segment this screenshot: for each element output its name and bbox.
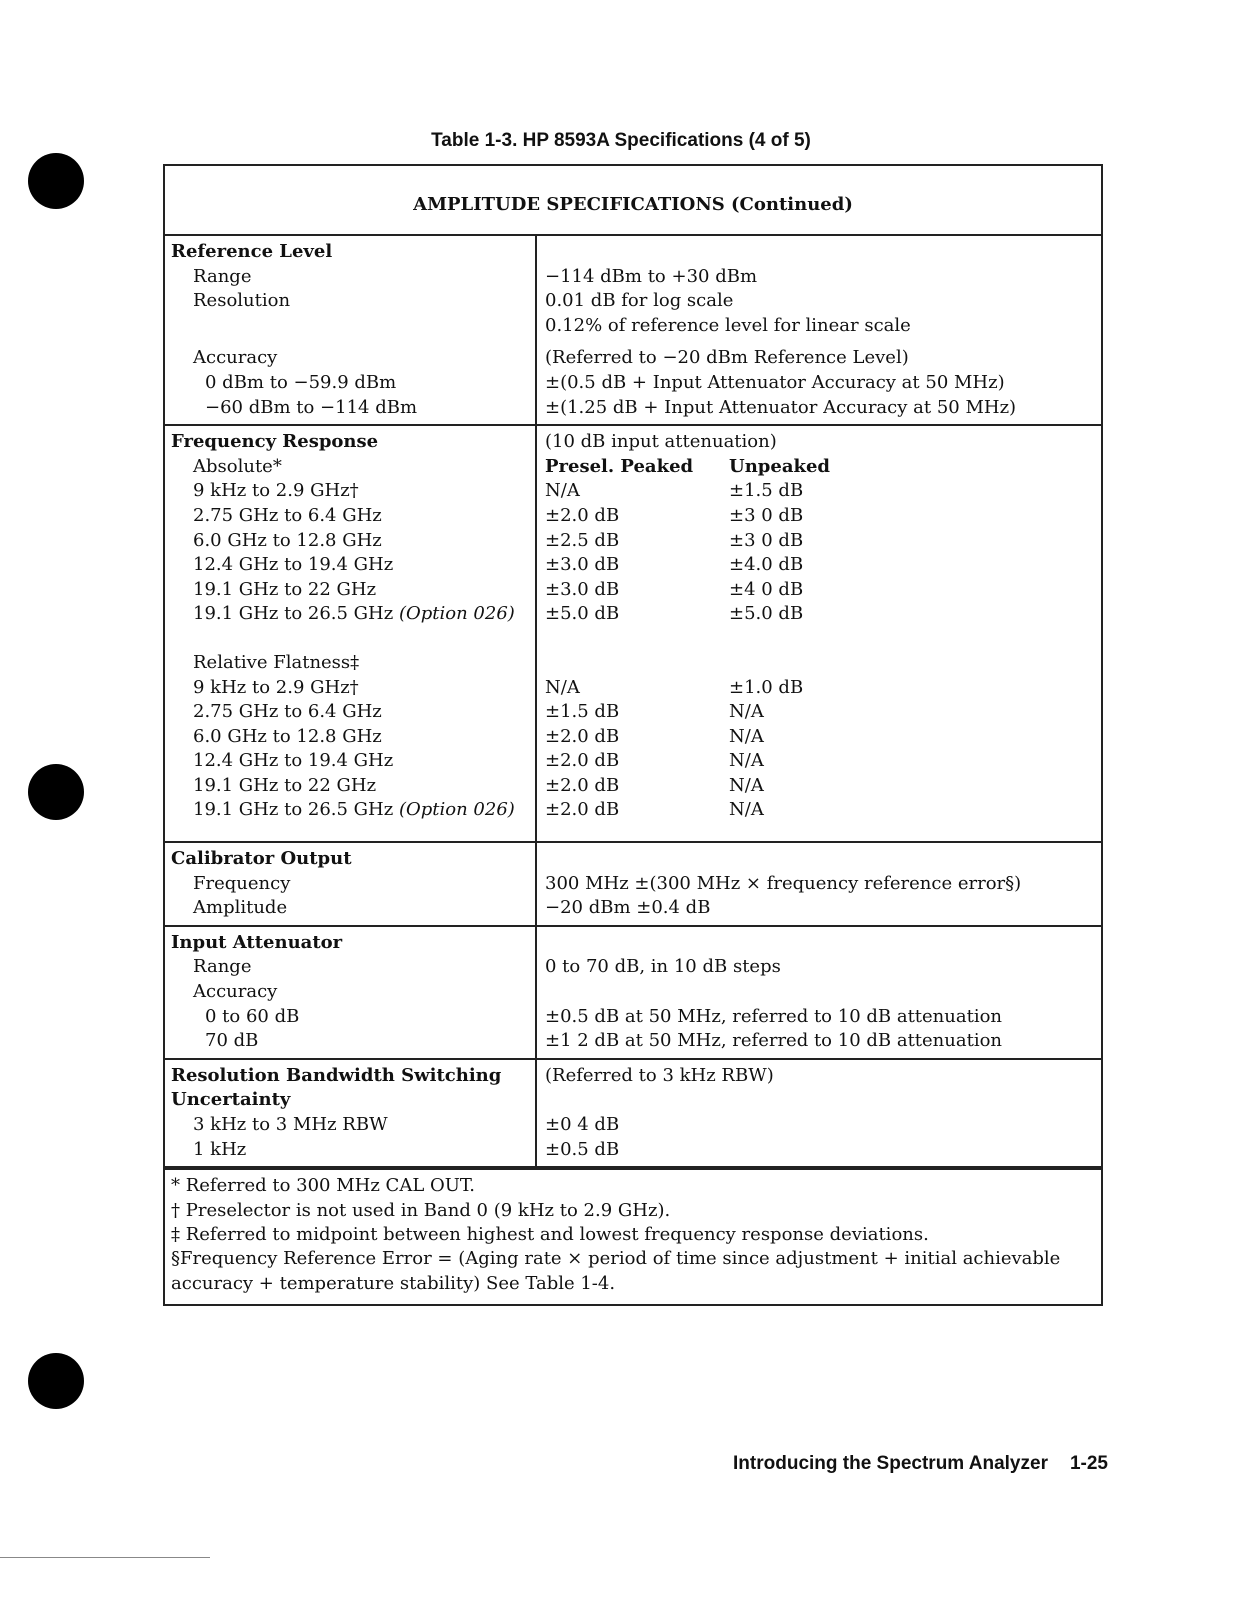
range-label: Range — [193, 956, 252, 978]
column-header-unpeaked: Unpeaked — [729, 455, 830, 477]
attenuation-row-label: 0 to 60 dB — [205, 1005, 300, 1027]
frequency-band-values — [545, 676, 1101, 701]
binder-hole-middle — [28, 764, 84, 820]
unpeaked-value: ±1.5 dB — [729, 480, 804, 502]
peaked-value: N/A — [545, 676, 580, 698]
resolution-value: 0.12% of reference level for linear scale — [545, 314, 911, 336]
accuracy-row-value: ±(0.5 dB + Input Attenuator Accuracy at 50 MHz) — [545, 371, 1005, 393]
range-value: −114 dBm to +30 dBm — [545, 265, 758, 287]
footnote: ‡ Referred to midpoint between highest and lowest frequency response deviations. — [171, 1223, 929, 1245]
peaked-value: ±1.5 dB — [545, 701, 620, 723]
frequency-band-values — [545, 504, 1101, 529]
rbw-row-label: 1 kHz — [193, 1138, 247, 1160]
accuracy-label: Accuracy — [193, 347, 278, 369]
unpeaked-value: N/A — [729, 725, 764, 747]
option-note: (Option 026) — [398, 799, 515, 821]
table-caption: Table 1-3. HP 8593A Specifications (4 of 5) — [431, 130, 811, 151]
scan-edge-line — [0, 1557, 210, 1558]
footnote: * Referred to 300 MHz CAL OUT. — [171, 1175, 476, 1197]
frequency-band-label: 19.1 GHz to 26.5 GHz (Option 026) — [193, 799, 515, 821]
section-frequency-response — [165, 426, 1101, 843]
frequency-band-values — [545, 798, 1101, 823]
frequency-band-values — [545, 479, 1101, 504]
attenuation-row-value: ±1 2 dB at 50 MHz, referred to 10 dB attenuation — [545, 1030, 1003, 1052]
amplitude-value: −20 dBm ±0.4 dB — [545, 897, 711, 919]
peaked-value: ±3.0 dB — [545, 578, 620, 600]
frequency-band-values — [545, 749, 1101, 774]
frequency-band-values — [545, 553, 1101, 578]
frequency-band-values — [545, 578, 1101, 603]
frequency-value: 300 MHz ±(300 MHz × frequency reference error§) — [545, 872, 1022, 894]
unpeaked-value: N/A — [729, 750, 764, 772]
page-footer — [733, 1453, 1108, 1475]
frequency-band-label: 6.0 GHz to 12.8 GHz — [193, 529, 382, 551]
frequency-band-label: 6.0 GHz to 12.8 GHz — [193, 725, 382, 747]
attenuation-row-value: ±0.5 dB at 50 MHz, referred to 10 dB attenuation — [545, 1005, 1003, 1027]
attenuation-row-label: 70 dB — [205, 1030, 259, 1052]
unpeaked-value: ±4 0 dB — [729, 578, 804, 600]
section-heading: Calibrator Output — [171, 848, 352, 870]
unpeaked-value: ±1.0 dB — [729, 676, 804, 698]
footnotes — [165, 1168, 1101, 1304]
peaked-value: ±2.0 dB — [545, 750, 620, 772]
flatness-label: Relative Flatness‡ — [193, 651, 360, 673]
peaked-value: ±2.0 dB — [545, 504, 620, 526]
rbw-row-value: ±0 4 dB — [545, 1114, 620, 1135]
frequency-band-values — [545, 774, 1101, 799]
frequency-band-label: 12.4 GHz to 19.4 GHz — [193, 554, 394, 576]
peaked-value: N/A — [545, 480, 580, 502]
footer-section-title: Introducing the Spectrum Analyzer — [733, 1453, 1048, 1474]
unpeaked-value: ±3 0 dB — [729, 529, 804, 551]
accuracy-note: (Referred to −20 dBm Reference Level) — [545, 347, 909, 369]
rbw-row-label: 3 kHz to 3 MHz RBW — [193, 1114, 388, 1135]
rbw-note: (Referred to 3 kHz RBW) — [545, 1064, 774, 1086]
section-heading: Input Attenuator — [171, 931, 343, 953]
unpeaked-value: ±5.0 dB — [729, 603, 804, 625]
accuracy-row-label: −60 dBm to −114 dBm — [205, 396, 418, 418]
unpeaked-value: ±3 0 dB — [729, 504, 804, 526]
amplitude-label: Amplitude — [193, 897, 288, 919]
frequency-band-label: 19.1 GHz to 22 GHz — [193, 578, 377, 600]
rbw-row-value: ±0.5 dB — [545, 1138, 620, 1160]
table-title: AMPLITUDE SPECIFICATIONS (Continued) — [165, 166, 1101, 236]
unpeaked-value: N/A — [729, 799, 764, 821]
frequency-band-label: 12.4 GHz to 19.4 GHz — [193, 750, 394, 772]
footnote: † Preselector is not used in Band 0 (9 kHz to 2.9 GHz). — [171, 1199, 671, 1221]
peaked-value: ±5.0 dB — [545, 603, 620, 625]
unpeaked-value: ±4.0 dB — [729, 554, 804, 576]
spec-table — [163, 164, 1103, 1306]
frequency-band-values — [545, 725, 1101, 750]
unpeaked-value: N/A — [729, 701, 764, 723]
frequency-band-label: 9 kHz to 2.9 GHz† — [193, 480, 359, 502]
frequency-label: Frequency — [193, 872, 291, 894]
peaked-value: ±2.5 dB — [545, 529, 620, 551]
section-input-attenuator — [165, 927, 1101, 1060]
peaked-value: ±3.0 dB — [545, 554, 620, 576]
footnote: accuracy + temperature stability) See Table 1-4. — [171, 1272, 616, 1294]
unpeaked-value: N/A — [729, 774, 764, 796]
section-rbw-switching — [165, 1060, 1101, 1168]
range-label: Range — [193, 265, 252, 287]
accuracy-label: Accuracy — [193, 981, 278, 1003]
section-heading: Frequency Response — [171, 431, 379, 453]
section-heading: Reference Level — [171, 241, 333, 262]
section-reference-level — [165, 236, 1101, 426]
frequency-band-label: 2.75 GHz to 6.4 GHz — [193, 701, 382, 723]
frequency-response-note: (10 dB input attenuation) — [545, 431, 777, 453]
frequency-band-label: 19.1 GHz to 26.5 GHz (Option 026) — [193, 603, 515, 625]
page-number: 1-25 — [1069, 1453, 1108, 1474]
section-calibrator-output — [165, 843, 1101, 927]
peaked-value: ±2.0 dB — [545, 774, 620, 796]
frequency-band-values — [545, 529, 1101, 554]
peaked-value: ±2.0 dB — [545, 725, 620, 747]
range-value: 0 to 70 dB, in 10 dB steps — [545, 956, 781, 978]
section-heading: Resolution Bandwidth Switching — [171, 1064, 502, 1086]
frequency-band-label: 9 kHz to 2.9 GHz† — [193, 676, 359, 698]
footnote: §Frequency Reference Error = (Aging rate × period of time since adjustment + initial achievable — [171, 1248, 1061, 1270]
resolution-label: Resolution — [193, 290, 291, 312]
frequency-band-label: 2.75 GHz to 6.4 GHz — [193, 504, 382, 526]
accuracy-row-value: ±(1.25 dB + Input Attenuator Accuracy at 50 MHz) — [545, 396, 1017, 418]
frequency-band-values — [545, 700, 1101, 725]
section-heading: Uncertainty — [171, 1089, 291, 1111]
accuracy-row-label: 0 dBm to −59.9 dBm — [205, 371, 397, 393]
binder-hole-bottom — [28, 1353, 84, 1409]
frequency-band-values — [545, 602, 1101, 627]
peaked-value: ±2.0 dB — [545, 799, 620, 821]
frequency-band-label: 19.1 GHz to 22 GHz — [193, 774, 377, 796]
binder-hole-top — [28, 153, 84, 209]
resolution-value: 0.01 dB for log scale — [545, 290, 734, 312]
absolute-label: Absolute* — [193, 455, 282, 477]
option-note: (Option 026) — [398, 603, 515, 625]
column-header-peaked: Presel. Peaked — [545, 455, 694, 477]
